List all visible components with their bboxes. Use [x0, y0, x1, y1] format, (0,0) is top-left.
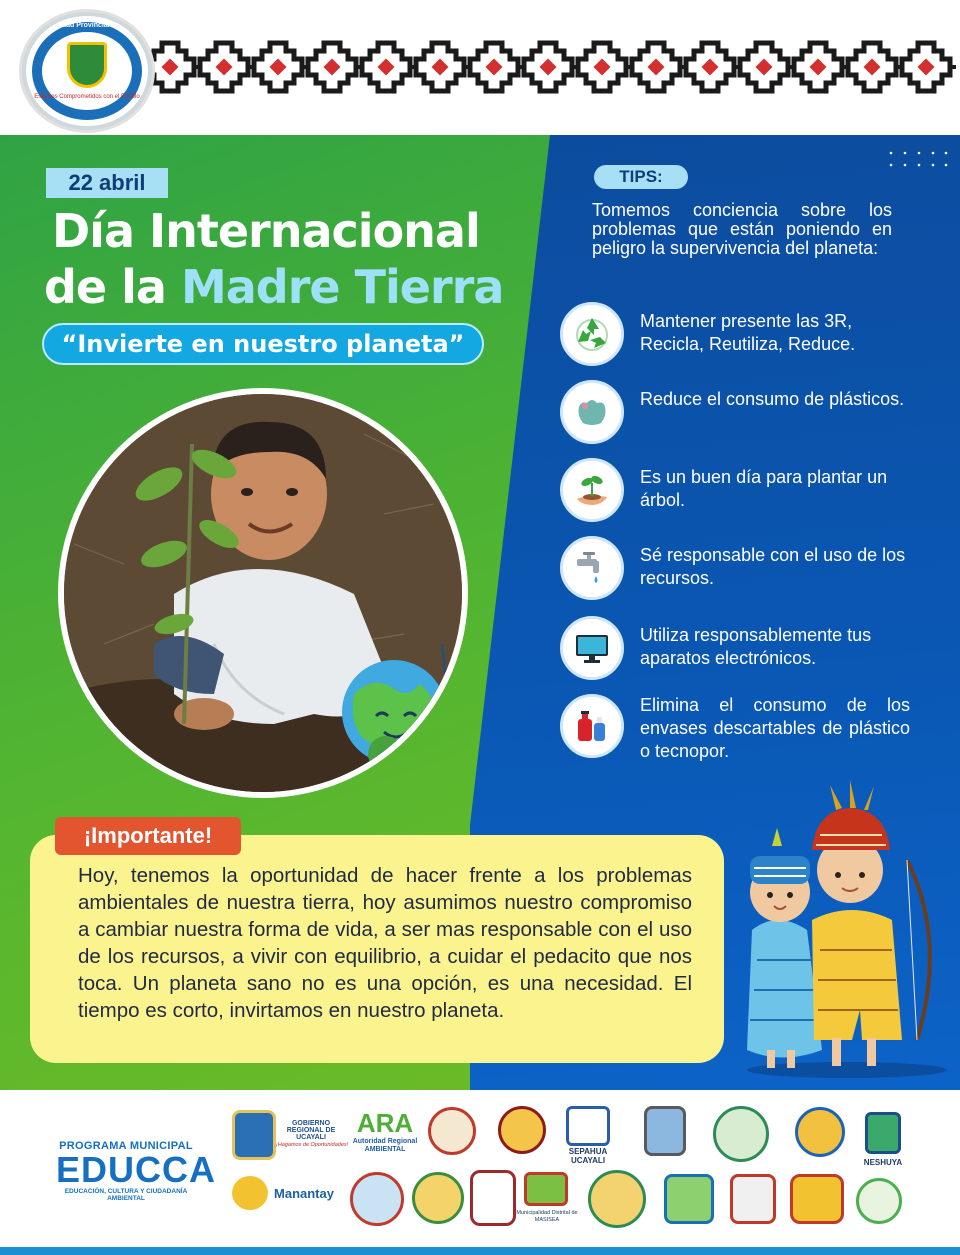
date-badge: 22 abril — [46, 168, 168, 198]
child-planting-photo — [58, 388, 468, 798]
footer-accent-bar — [0, 1247, 960, 1255]
pattern-motif — [740, 43, 794, 91]
plant-in-hand-icon — [560, 458, 624, 522]
neshuya-shield-logo — [865, 1112, 901, 1154]
district-shield-logo — [790, 1174, 844, 1224]
district-seal-logo — [795, 1107, 845, 1157]
pattern-motif — [902, 43, 956, 91]
plastic-bottles-icon — [560, 694, 624, 758]
district-shield-logo — [730, 1174, 776, 1224]
district-seal-logo — [588, 1170, 646, 1228]
sepahua-label: SEPAHUA UCAYALI — [568, 1147, 608, 1165]
tip-item — [560, 536, 920, 602]
ara-logo-text: ARA — [356, 1108, 414, 1138]
page-title-line1: Día Internacional — [52, 204, 480, 258]
sepahua-shield-logo — [566, 1106, 610, 1146]
manantay-sun-logo — [232, 1176, 268, 1210]
photo-content — [64, 394, 462, 792]
seal-ring-text: Municipalidad Provincial de Atalaya — [27, 22, 147, 29]
indigenous-children-illustration — [732, 780, 954, 1080]
ara-label: Autoridad Regional AMBIENTAL — [352, 1138, 418, 1153]
tip-item — [560, 302, 920, 368]
tip-text: Reduce el consumo de plásticos. — [640, 389, 905, 409]
neshuya-label: NESHUYA — [863, 1158, 903, 1167]
manantay-label: Manantay — [274, 1186, 334, 1201]
pattern-motif — [794, 43, 848, 91]
header-banner — [0, 0, 960, 135]
educca-top-text: PROGRAMA MUNICIPAL — [59, 1140, 193, 1152]
title-part1: de la — [44, 260, 181, 314]
district-seal-logo — [428, 1107, 476, 1155]
pattern-motif — [308, 43, 362, 91]
tip-text: Elimina el consumo de los envases descartables de plástico o tecnopor. — [640, 695, 910, 761]
tip-text: Sé responsable con el uso de los recursos. — [640, 545, 906, 588]
tip-text: Utiliza responsablemente tus aparatos electrónicos. — [640, 625, 872, 668]
recycle-icon — [560, 302, 624, 366]
educca-name: EDUCCA — [56, 1149, 217, 1190]
tip-item — [560, 458, 920, 524]
tip-item — [560, 616, 920, 682]
pattern-motif — [578, 43, 632, 91]
district-seal-logo — [498, 1106, 546, 1154]
district-seal-logo — [856, 1178, 902, 1224]
photo-illustration — [64, 394, 462, 792]
tips-intro: Tomemos conciencia sobre los problemas que están poniendo en peligro la supervivencia del planeta: — [592, 200, 892, 258]
pattern-motif — [362, 43, 416, 91]
seal-motto: Estamos Comprometidos con el Pueblo — [34, 94, 140, 100]
tip-item — [560, 380, 920, 446]
plastic-bag-icon — [560, 380, 624, 444]
gobierno-regional-motto: ¡Hagamos de Oportunidades! — [276, 1142, 349, 1148]
pattern-motif — [524, 43, 578, 91]
municipality-seal-logo — [22, 12, 152, 130]
district-seal-logo — [412, 1172, 464, 1224]
pattern-motif — [416, 43, 470, 91]
page-title-line2 — [44, 260, 503, 314]
masisea-label: Municipalidad Distrital de MASISEA — [516, 1210, 578, 1223]
pattern-motif — [632, 43, 686, 91]
andean-pattern-decoration — [150, 28, 960, 106]
title-accent: Madre Tierra — [180, 260, 504, 314]
tip-text: Es un buen día para plantar un árbol. — [640, 467, 888, 510]
masisea-shield-logo — [524, 1172, 568, 1206]
tips-badge: TIPS: — [594, 165, 688, 189]
gobierno-regional-label: GOBIERNO REGIONAL DE UCAYALI — [286, 1120, 336, 1141]
educca-program-logo — [56, 1140, 217, 1202]
pattern-motif — [150, 43, 200, 91]
pattern-motif — [848, 43, 902, 91]
monitor-icon — [560, 616, 624, 680]
district-seal-logo — [350, 1172, 404, 1226]
district-seal-logo — [713, 1106, 769, 1162]
pattern-motif — [200, 43, 254, 91]
pattern-motif — [254, 43, 308, 91]
water-tap-icon — [560, 536, 624, 600]
district-shield-logo — [644, 1106, 686, 1156]
district-shield-logo — [664, 1174, 714, 1224]
educca-subtitle: EDUCACIÓN, CULTURA Y CIUDADANÍA AMBIENTAL — [64, 1188, 188, 1202]
dots-decoration — [888, 150, 948, 168]
seal-shield-icon — [67, 42, 107, 88]
pattern-motif — [686, 43, 740, 91]
slogan-pill: “Invierte en nuestro planeta” — [42, 323, 484, 365]
tip-text: Mantener presente las 3R, Recicla, Reutiliza, Reduce. — [640, 311, 856, 354]
important-text: Hoy, tenemos la oportunidad de hacer frente a los problemas ambientales de nuestra tierra, hoy asumimos nuestro compromiso a cambiar nuestra forma de vida, a ser mas responsable con el uso de los recursos, a vivir con equilibrio, a cuidar el pedacito que nos toca. Un planeta sano no es una opción, es una necesidad. El tiempo es corto, invirtamos en nuestro planeta. — [78, 864, 692, 1022]
pattern-motif — [470, 43, 524, 91]
regional-government-shield-logo — [232, 1110, 276, 1160]
tip-item — [560, 694, 920, 760]
important-tag: ¡Importante! — [55, 817, 241, 855]
